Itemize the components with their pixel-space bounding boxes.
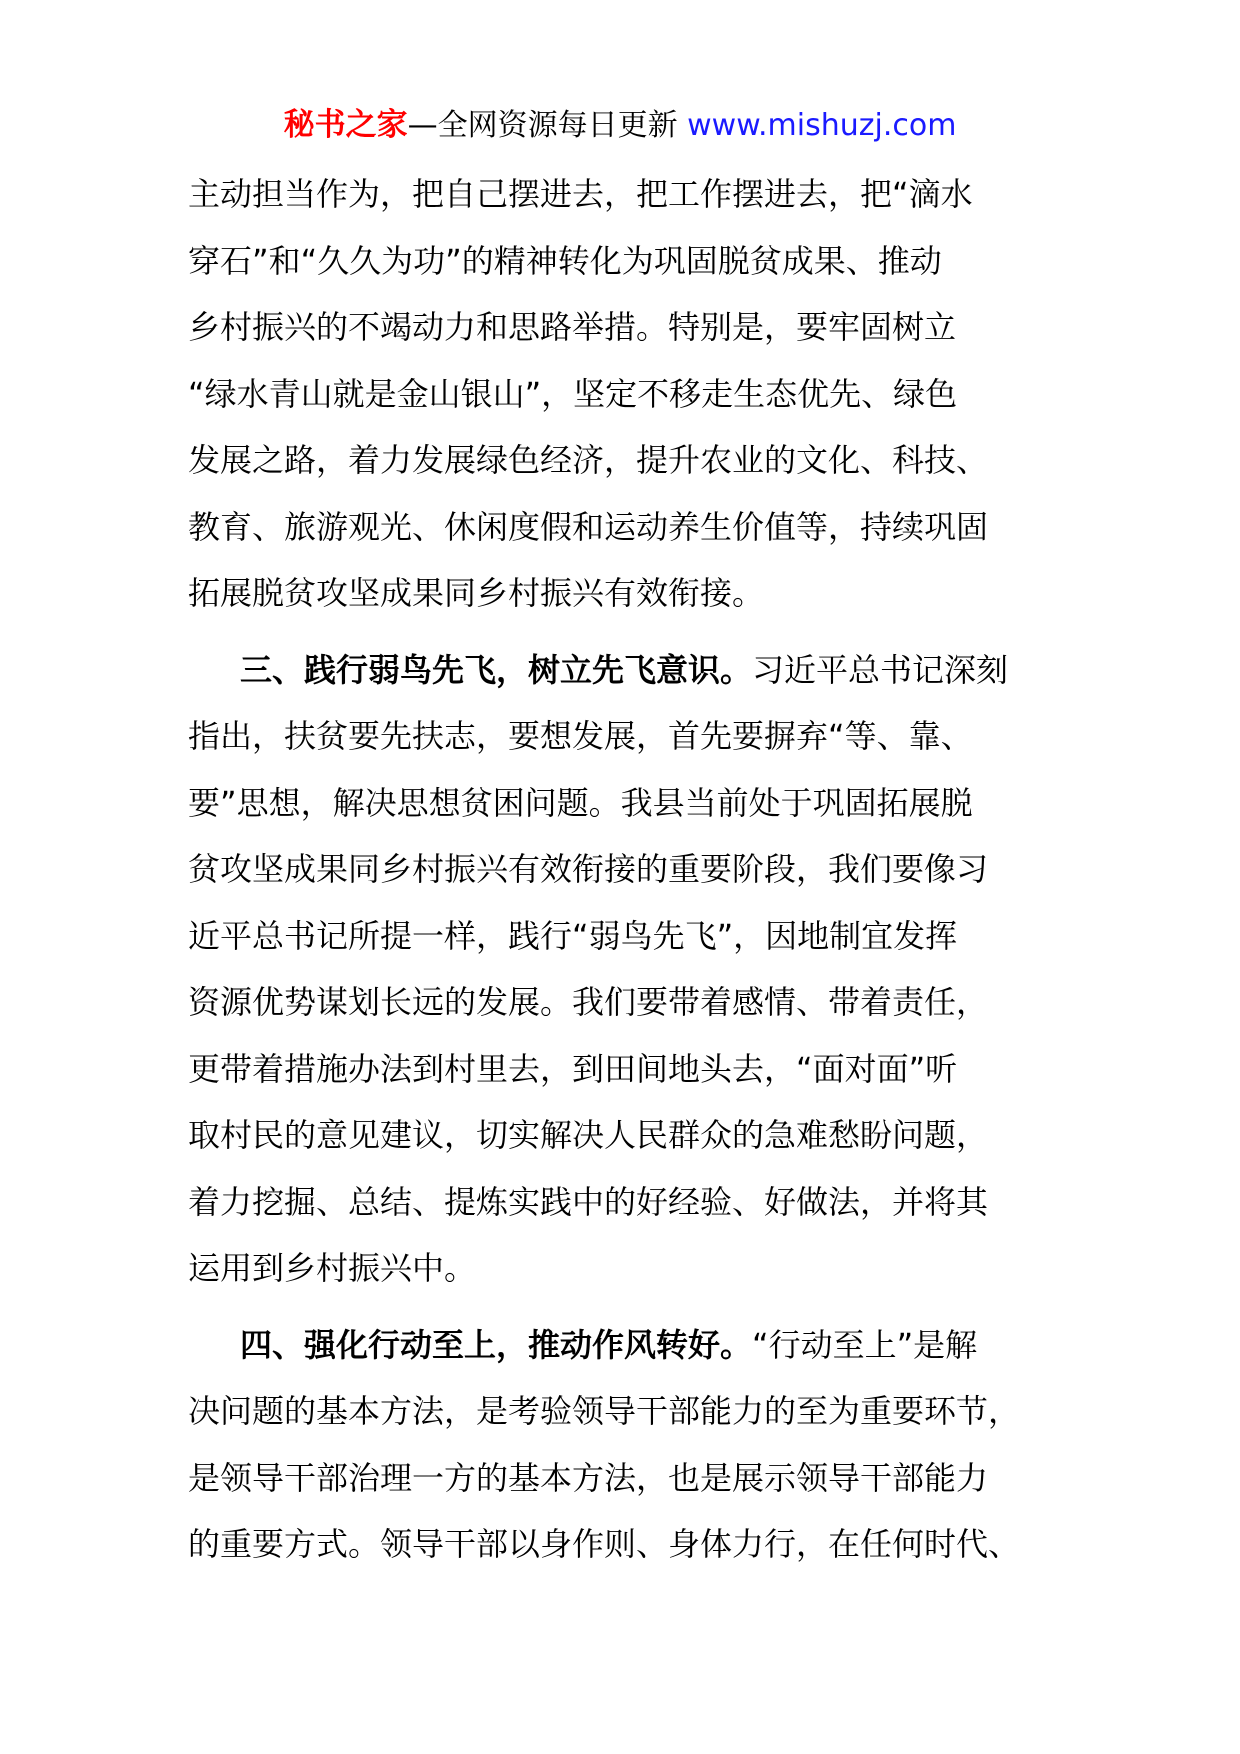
- document-body: [188, 161, 1068, 1578]
- text-line: 取村民的意见建议，切实解决人民群众的急难愁盼问题，: [188, 1116, 989, 1154]
- text-line: 着力挖掘、总结、提炼实践中的好经验、好做法，并将其: [188, 1182, 989, 1221]
- section-4: [188, 1312, 1068, 1578]
- text-line: 的重要方式。领导干部以身作则、身体力行，在任何时代、: [188, 1525, 1021, 1563]
- text-line: 更带着措施办法到村里去，到田间地头去，“面对面”听: [188, 1049, 958, 1088]
- site-tagline: —全网资源每日更新: [407, 108, 688, 143]
- text-line: 指出，扶贫要先扶志，要想发展，首先要摒弃“等、靠、: [188, 717, 973, 755]
- site-brand: 秘书之家: [283, 107, 408, 143]
- text-line: 乡村振兴的不竭动力和思路举措。特别是，要牢固树立: [188, 308, 957, 346]
- section-4-first-line: [188, 1312, 1068, 1379]
- section-3-first-text: 习近平总书记深刻: [752, 650, 1009, 689]
- text-line: 发展之路，着力发展绿色经济，提升农业的文化、科技、: [188, 441, 989, 479]
- text-line: 要”思想，解决思想贫困问题。我县当前处于巩固拓展脱: [188, 783, 973, 822]
- site-url-link[interactable]: www.mishuzj.com: [687, 108, 957, 143]
- section-4-heading: 四、强化行动至上，推动作风转好。: [240, 1325, 753, 1364]
- section-4-first-text: “行动至上”是解: [752, 1325, 978, 1364]
- text-line: 决问题的基本方法，是考验领导干部能力的至为重要环节，: [188, 1392, 1021, 1430]
- site-header: [0, 105, 1240, 146]
- text-line: “绿水青山就是金山银山”，坚定不移走生态优先、绿色: [188, 374, 958, 413]
- text-line: 近平总书记所提一样，践行“弱鸟先飞”，因地制宜发挥: [188, 916, 958, 955]
- text-line: 教育、旅游观光、休闲度假和运动养生价值等，持续巩固: [188, 507, 989, 546]
- text-line: 穿石”和“久久为功”的精神转化为巩固脱贫成果、推动: [188, 241, 942, 280]
- text-line: 运用到乡村振兴中。: [188, 1249, 477, 1287]
- text-line: 主动担当作为，把自己摆进去，把工作摆进去，把“滴水: [188, 175, 973, 213]
- section-3-heading: 三、践行弱鸟先飞，树立先飞意识。: [240, 650, 753, 689]
- text-line: 是领导干部治理一方的基本方法，也是展示领导干部能力: [188, 1458, 989, 1497]
- paragraph-1: [188, 161, 1068, 627]
- section-3: [188, 637, 1068, 1302]
- text-line: 资源优势谋划长远的发展。我们要带着感情、带着责任，: [188, 983, 989, 1021]
- section-3-first-line: [188, 637, 1068, 704]
- text-line: 贫攻坚成果同乡村振兴有效衔接的重要阶段，我们要像习: [188, 850, 989, 888]
- text-line: 拓展脱贫攻坚成果同乡村振兴有效衔接。: [188, 574, 765, 612]
